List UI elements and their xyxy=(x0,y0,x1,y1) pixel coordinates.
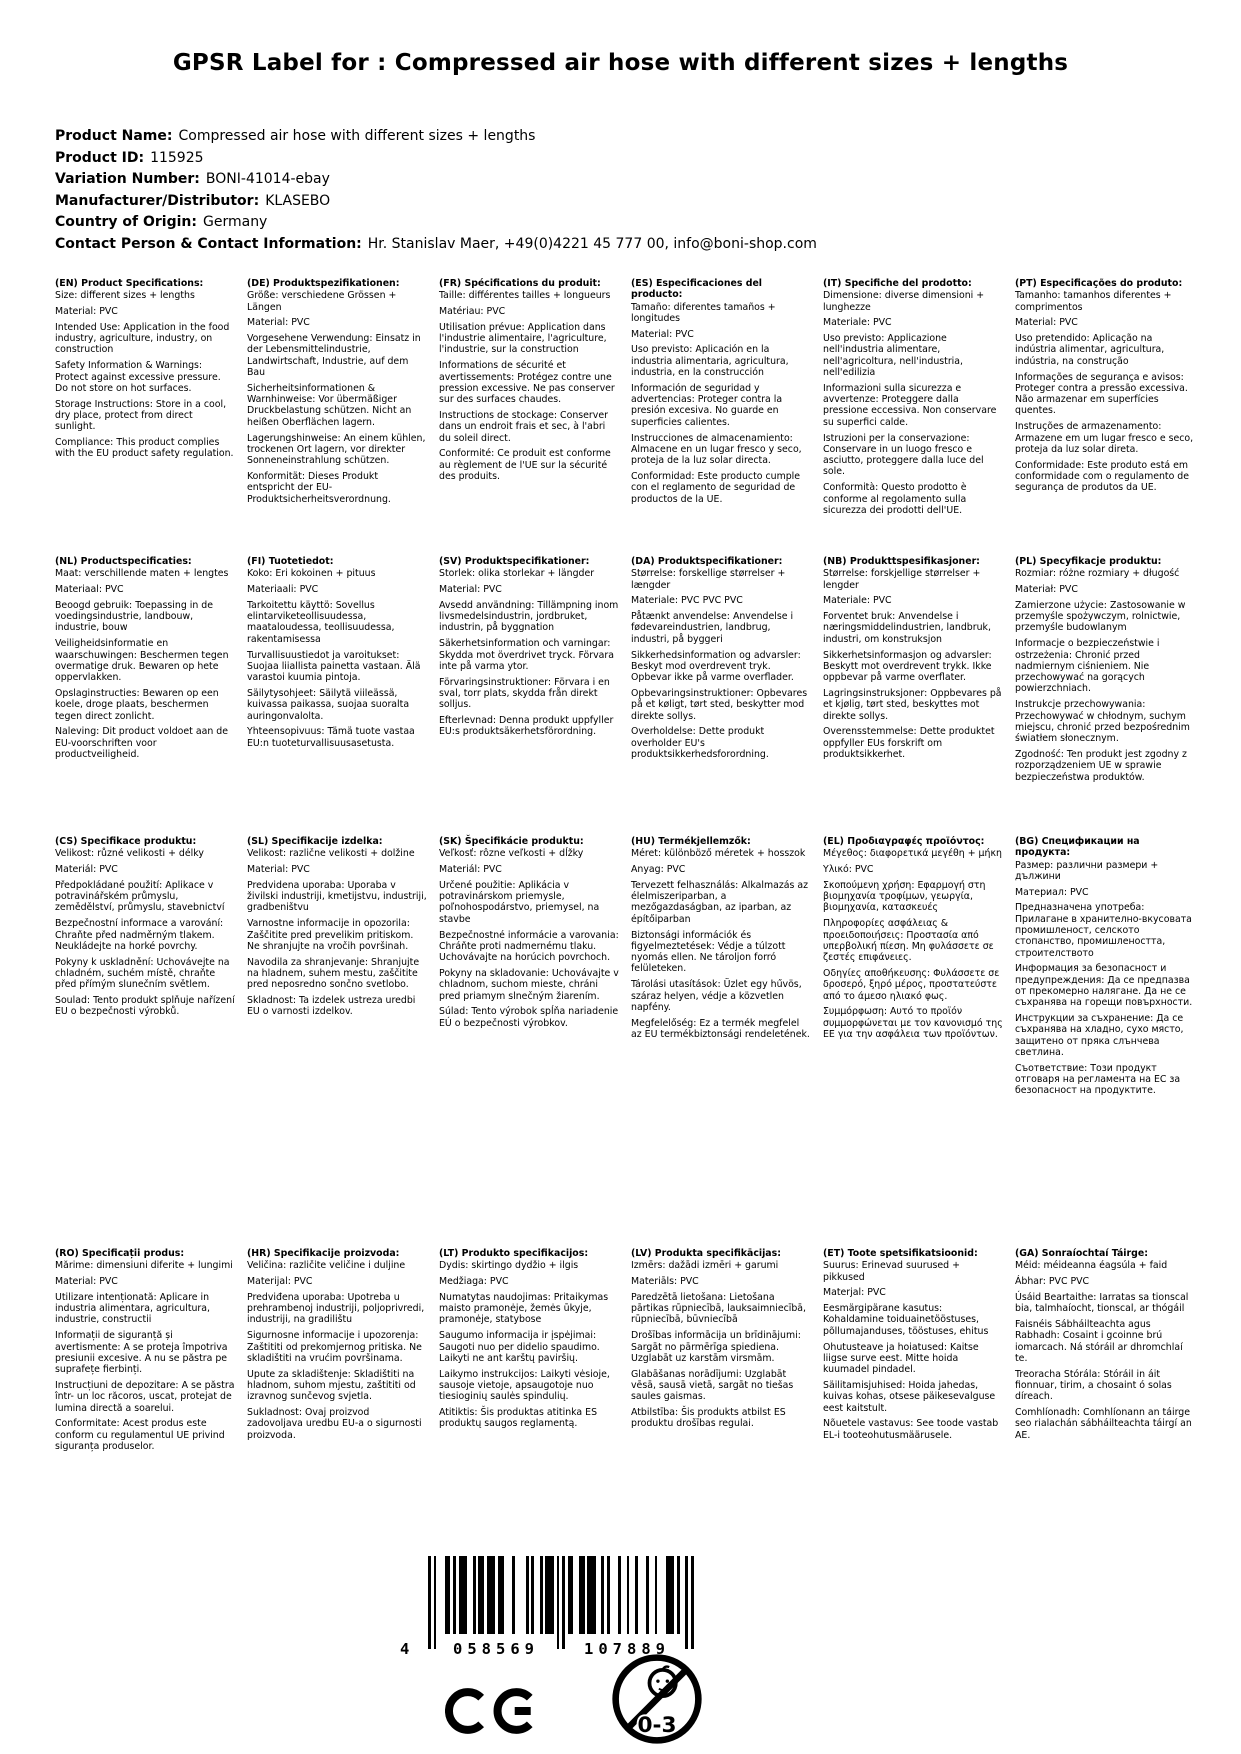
spec-block-title: (SL) Specifikacije izdelka: xyxy=(247,836,383,847)
barcode-bar xyxy=(562,1556,565,1649)
spec-paragraph: Matériau: PVC xyxy=(439,306,506,318)
barcode-bar xyxy=(655,1556,658,1634)
product-field-label: Variation Number: xyxy=(55,171,200,187)
barcode-bar xyxy=(540,1556,543,1634)
spec-paragraph: Treoracha Stórála: Stóráil in áit fionnuar, tirim, a chosaint ó solas díreach. xyxy=(1015,1368,1172,1403)
spec-paragraph: Förvaringsinstruktioner: Förvara i en sval, torr plats, skydda från direkt solljus. xyxy=(439,676,610,711)
spec-paragraph: Påtænkt anvendelse: Anvendelse i fødevareindustrien, landbrug, industri, på byggeri xyxy=(631,611,794,645)
spec-block-en xyxy=(55,278,235,464)
spec-paragraph: Συμμόρφωση: Αυτό το προϊόν συμμορφώνεται με τον κανονισμό της ΕΕ για την ασφάλεια των προϊόντων. xyxy=(823,1006,1003,1040)
spec-paragraph: Informații de siguranță și avertismente: A se proteja împotriva presiunii excesive. A nu se păstra pe suprafețe fierbinți. xyxy=(55,1330,228,1376)
spec-grid-row-4 xyxy=(55,1248,1195,1457)
barcode-bar xyxy=(498,1556,504,1634)
spec-paragraph: Lagerungshinweise: An einem kühlen, trockenen Ort lagern, vor direkter Sonneneinstrahlung schützen. xyxy=(247,432,426,467)
spec-block-title: (BG) Спецификации на продукта: xyxy=(1015,836,1140,859)
age-warning-0-3-icon xyxy=(610,1652,704,1746)
spec-paragraph: Tarkoitettu käyttö: Sovellus elintarviketeollisuudessa, maataloudessa, teollisuudessa, rakentamisessa xyxy=(247,599,395,645)
spec-paragraph: Forventet bruk: Anvendelse i næringsmiddelindustrien, landbruk, industri, om konstruksjon xyxy=(823,611,991,645)
spec-block-title: (LT) Produkto specifikacijos: xyxy=(439,1248,589,1259)
spec-paragraph: Paredzētā lietošana: Lietošana pārtikas rūpniecībā, lauksaimniecībā, rūpniecībā, būvniecībā xyxy=(631,1291,807,1326)
spec-paragraph: Størrelse: forskjellige størrelser + lengder xyxy=(823,568,981,591)
spec-block-hu xyxy=(631,836,811,1045)
spec-paragraph: Suurus: Erinevad suurused + pikkused xyxy=(823,1260,960,1283)
spec-paragraph: Sikkerhedsinformation og advarsler: Beskyt mod overdrevent tryk. Opbevar ikke på varme overflader. xyxy=(631,649,801,684)
spec-paragraph: Mărime: dimensiuni diferite + lungimi xyxy=(55,1260,233,1272)
spec-paragraph: Utilisation prévue: Application dans l'industrie alimentaire, l'agriculture, l'industrie, sur la construction xyxy=(439,321,607,356)
spec-paragraph: Material: PVC xyxy=(631,328,694,340)
barcode-bar xyxy=(545,1556,553,1634)
product-info-row xyxy=(55,169,1185,191)
barcode-space xyxy=(436,1556,444,1566)
barcode-bar xyxy=(459,1556,467,1634)
spec-paragraph: Materiál: PVC xyxy=(439,864,502,876)
spec-block-title: (EL) Προδιαγραφές προϊόντος: xyxy=(823,836,985,847)
spec-paragraph: Tamanho: tamanhos diferentes + comprimentos xyxy=(1015,290,1172,313)
spec-paragraph: Información de seguridad y advertencias: Proteger contra la presión excesiva. No guarde en superficies calientes. xyxy=(631,382,783,428)
spec-paragraph: Materijal: PVC xyxy=(247,1276,313,1288)
spec-paragraph: Yhteensopivuus: Tämä tuote vastaa EU:n tuoteturvallisuusasetusta. xyxy=(247,726,415,749)
spec-block-lt xyxy=(439,1248,619,1434)
spec-paragraph: Istruzioni per la conservazione: Conservare in un luogo fresco e asciutto, proteggere dalla luce del sole. xyxy=(823,432,984,478)
product-field-value: Hr. Stanislav Maer, +49(0)4221 45 777 00, info@boni-shop.com xyxy=(367,235,817,252)
spec-paragraph: Materiale: PVC PVC PVC xyxy=(631,595,743,607)
spec-paragraph: Storlek: olika storlekar + längder xyxy=(439,568,595,580)
spec-paragraph: Bezpečnostné informácie a varovania: Chráňte proti nadmernému tlaku. Uchovávajte na horúcich povrchoch. xyxy=(439,929,619,964)
spec-paragraph: Megfelelőség: Ez a termék megfelel az EU termékbiztonsági rendeletének. xyxy=(631,1017,810,1040)
spec-block-nl xyxy=(55,556,235,765)
spec-paragraph: Materiaal: PVC xyxy=(55,584,124,596)
spec-paragraph: Velikost: různé velikosti + délky xyxy=(55,848,204,860)
page-title: GPSR Label for : Compressed air hose with different sizes + lengths xyxy=(172,50,1069,76)
spec-paragraph: Informazioni sulla sicurezza e avvertenze: Proteggere dalla pressione eccessiva. Non conservare su superfici calde. xyxy=(823,382,997,428)
spec-paragraph: Zgodność: Ten produkt jest zgodny z rozporządzeniem UE w sprawie bezpieczeństwa produktów. xyxy=(1015,748,1187,783)
spec-paragraph: Bezpečnostní informace a varování: Chraňte před nadměrným tlakem. Neukládejte na horké povrchy. xyxy=(55,918,224,952)
spec-block-nb xyxy=(823,556,1003,765)
barcode-space xyxy=(657,1556,665,1566)
spec-paragraph: Skladnost: Ta izdelek ustreza uredbi EU o varnosti izdelkov. xyxy=(247,995,416,1018)
product-field-label: Product ID: xyxy=(55,149,145,166)
spec-block-title: (DA) Produktspecifikationer: xyxy=(631,556,783,567)
spec-block-title: (NB) Produkttspesifikasjoner: xyxy=(823,556,980,567)
spec-paragraph: Faisnéis Sábháilteachta agus Rabhadh: Cosaint i gcoinne brú iomarcach. Ná stóráil ar dhromchlaí te. xyxy=(1015,1318,1183,1364)
spec-paragraph: Materiale: PVC xyxy=(823,595,892,607)
spec-paragraph: Μέγεθος: διαφορετικά μεγέθη + μήκη xyxy=(823,848,1002,860)
spec-paragraph: Size: different sizes + lengths xyxy=(55,290,195,302)
barcode-bar xyxy=(635,1556,638,1634)
product-info-row xyxy=(55,126,1185,148)
spec-paragraph: Material: PVC xyxy=(55,306,118,318)
spec-paragraph: Uso previsto: Aplicación en la industria alimentaria, agricultura, industria, en la construcción xyxy=(631,344,789,379)
spec-block-title: (FI) Tuotetiedot: xyxy=(247,556,334,567)
spec-paragraph: Naleving: Dit product voldoet aan de EU-voorschriften voor productveiligheid. xyxy=(55,726,228,760)
spec-block-title: (FR) Spécifications du produit: xyxy=(439,278,601,289)
spec-paragraph: Medžiaga: PVC xyxy=(439,1276,509,1288)
spec-paragraph: Atbilstība: Šis produkts atbilst ES produktu drošības regulai. xyxy=(631,1407,786,1430)
spec-block-bg xyxy=(1015,836,1195,1101)
barcode-bar xyxy=(666,1556,674,1634)
spec-paragraph: Sicherheitsinformationen & Warnhinweise: Vor übermäßiger Druckbelastung schützen. Nicht an heißen Oberflächen lagern. xyxy=(247,382,412,428)
spec-paragraph: Laikymo instrukcijos: Laikyti vėsioje, sausoje vietoje, apsaugotoje nuo tiesioginių saulės spindulių. xyxy=(439,1368,610,1403)
product-info-row xyxy=(55,191,1185,213)
spec-paragraph: Atitiktis: Šis produktas atitinka ES produktų saugos reglamentą. xyxy=(439,1407,598,1430)
spec-block-title: (CS) Specifikace produktu: xyxy=(55,836,197,847)
spec-paragraph: Comhlíonadh: Comhlíonann an táirge seo rialachán sábháilteachta táirgí an AE. xyxy=(1015,1407,1192,1441)
spec-block-es xyxy=(631,278,811,509)
barcode-bar xyxy=(526,1556,529,1634)
spec-paragraph: Veiligheidsinformatie en waarschuwingen: Beschermen tegen overmatige druk. Bewaren op hete oppervlakken. xyxy=(55,638,229,684)
product-field-value: Compressed air hose with different sizes + lengths xyxy=(178,128,536,144)
spec-paragraph: Conformitate: Acest produs este conform cu regulamentul UE privind siguranța produselor. xyxy=(55,1418,225,1452)
spec-paragraph: Pokyny k uskladnění: Uchovávejte na chladném, suchém místě, chraňte před přímým slunečním světlem. xyxy=(55,956,230,991)
spec-paragraph: Material: PVC xyxy=(247,864,310,876)
spec-paragraph: Uso pretendido: Aplicação na indústria alimentar, agricultura, indústria, na construção xyxy=(1015,333,1165,367)
barcode-space xyxy=(504,1556,512,1566)
spec-paragraph: Velikost: različne velikosti + dolžine xyxy=(247,848,415,860)
spec-paragraph: Veľkosť: rôzne veľkosti + dĺžky xyxy=(439,848,584,860)
barcode-bar xyxy=(677,1556,680,1634)
spec-block-ga xyxy=(1015,1248,1195,1445)
spec-paragraph: Izmērs: dažādi izmēri + garumi xyxy=(631,1260,779,1272)
spec-paragraph: Tervezett felhasználás: Alkalmazás az élelmiszeriparban, a mezőgazdaságban, az iparban, az építőiparban xyxy=(631,879,809,925)
spec-paragraph: Úsáid Beartaithe: Iarratas sa tionscal bia, talmhaíocht, tionscal, ar thógáil xyxy=(1015,1291,1189,1315)
spec-paragraph: Οδηγίες αποθήκευσης: Φυλάσσετε σε δροσερό, ξηρό μέρος, προστατεύστε από το άμεσο ηλιακό φως. xyxy=(823,967,1000,1002)
spec-paragraph: Instructions de stockage: Conserver dans un endroit frais et sec, à l'abri du soleil direct. xyxy=(439,409,608,444)
ce-mark-icon xyxy=(445,1680,545,1742)
product-field-value: KLASEBO xyxy=(265,192,331,209)
spec-paragraph: Overholdelse: Dette produkt overholder EU's produktsikkerhedsforordning. xyxy=(631,726,769,760)
spec-block-pt xyxy=(1015,278,1195,498)
spec-paragraph: Predvidena uporaba: Uporaba v živilski industriji, kmetijstvu, industriji, gradbeništvu xyxy=(247,879,427,914)
spec-paragraph: Инструкции за съхранение: Да се съхранява на хладно, сухо място, защитено от пряка слънчева светлина. xyxy=(1015,1013,1184,1059)
product-field-label: Product Name: xyxy=(55,128,173,144)
age-warning-label: 0-3 xyxy=(637,1712,677,1738)
product-info xyxy=(55,126,1185,255)
spec-paragraph: Upute za skladištenje: Skladištiti na hladnom, suhom mjestu, zaštititi od izravnog sunčevog svjetla. xyxy=(247,1368,416,1403)
spec-block-title: (SK) Špecifikácie produktu: xyxy=(439,836,584,847)
spec-paragraph: Размер: различни размери + дължини xyxy=(1015,859,1159,882)
spec-paragraph: Uso previsto: Applicazione nell'industria alimentare, nell'agricoltura, nell'industria, nell'edilizia xyxy=(823,333,964,379)
spec-paragraph: Съответствие: Този продукт отговаря на регламента на ЕС за безопасност на продуктите. xyxy=(1015,1062,1181,1097)
spec-paragraph: Zamierzone użycie: Zastosowanie w przemyśle spożywczym, rolnictwie, przemyśle budowlanym xyxy=(1015,599,1186,634)
spec-block-title: (SV) Produktspecifikationer: xyxy=(439,556,590,567)
product-info-row xyxy=(55,148,1185,170)
spec-paragraph: Υλικό: PVC xyxy=(823,864,874,876)
spec-paragraph: Varnostne informacije in opozorila: Zaščitite pred prevelikim pritiskom. Ne shranjujte na vročih površinah. xyxy=(247,918,414,952)
barcode-bar xyxy=(618,1556,621,1634)
spec-paragraph: Soulad: Tento produkt splňuje nařízení EU o bezpečnosti výrobků. xyxy=(55,995,235,1018)
spec-paragraph: Sikkerhetsinformasjon og advarsler: Beskytt mot overdrevent trykk. Ikke oppbevar på varme overflater. xyxy=(823,649,992,684)
spec-block-et xyxy=(823,1248,1003,1445)
spec-paragraph: Turvallisuustiedot ja varoitukset: Suojaa liiallista painetta vastaan. Älä varastoi kuumia pintoja. xyxy=(247,649,421,684)
barcode-bar xyxy=(627,1556,630,1634)
barcode-space xyxy=(515,1556,526,1566)
spec-block-title: (NL) Productspecificaties: xyxy=(55,556,192,567)
spec-paragraph: Pokyny na skladovanie: Uchovávajte v chladnom, suchom mieste, chráni pred priamym slnečným žiarením. xyxy=(439,967,619,1002)
spec-paragraph: Utilizare intenționată: Aplicare in industria alimentara, agricultura, industrie, constructii xyxy=(55,1291,211,1326)
spec-block-title: (IT) Specifiche del prodotto: xyxy=(823,278,972,289)
spec-block-fi xyxy=(247,556,427,753)
spec-paragraph: Materjal: PVC xyxy=(823,1287,886,1299)
spec-paragraph: Conformité: Ce produit est conforme au règlement de l'UE sur la sécurité des produits. xyxy=(439,448,611,482)
spec-paragraph: Instrucțiuni de depozitare: A se păstra într- un loc răcoros, uscat, protejat de lumina directă a soarelui. xyxy=(55,1379,235,1414)
spec-paragraph: Informations de sécurité et avertissements: Protégez contre une pression excessive. Ne pas conserver sur des surfaces chaudes. xyxy=(439,360,615,406)
barcode-bar xyxy=(512,1556,515,1634)
spec-paragraph: Safety Information & Warnings: Protect against excessive pressure. Do not store on hot surfaces. xyxy=(55,360,221,394)
spec-paragraph: Ábhar: PVC PVC xyxy=(1015,1276,1090,1288)
spec-block-title: (PT) Especificações do produto: xyxy=(1015,278,1183,289)
spec-paragraph: Overensstemmelse: Dette produktet oppfyller EUs forskrift om produktsikkerhet. xyxy=(823,726,995,760)
spec-paragraph: Material: PVC xyxy=(439,584,502,596)
spec-block-de xyxy=(247,278,427,509)
barcode-left-group: 058569 xyxy=(453,1640,539,1658)
barcode-space xyxy=(638,1556,646,1566)
spec-paragraph: Материал: PVC xyxy=(1015,886,1089,898)
spec-paragraph: Maat: verschillende maten + lengtes xyxy=(55,568,229,580)
spec-paragraph: Rozmiar: różne rozmiary + długość xyxy=(1015,568,1180,580)
barcode-right-group: 107889 xyxy=(584,1640,670,1658)
spec-paragraph: Biztonsági információk és figyelmeztetések: Védje a túlzott nyomás ellen. Ne tároljon forró felületeken. xyxy=(631,929,786,975)
spec-paragraph: Storage Instructions: Store in a cool, dry place, protect from direct sunlight. xyxy=(55,398,227,433)
spec-block-title: (LV) Produkta specifikācijas: xyxy=(631,1248,781,1259)
spec-paragraph: Koko: Eri kokoinen + pituus xyxy=(247,568,376,580)
spec-paragraph: Conformità: Questo prodotto è conforme al regolamento sulla sicurezza dei prodotti dell'UE. xyxy=(823,482,967,516)
spec-paragraph: Größe: verschiedene Grössen + Längen xyxy=(247,290,397,313)
spec-paragraph: Compliance: This product complies with the EU product safety regulation. xyxy=(55,437,234,460)
spec-paragraph: Предназначена употреба: Прилагане в хранително-вкусовата промишленост, селското стопанство, промишлеността, строителството xyxy=(1015,902,1192,959)
product-info-row xyxy=(55,212,1185,234)
spec-block-title: (ES) Especificaciones del producto: xyxy=(631,278,763,301)
spec-block-fr xyxy=(439,278,619,487)
spec-paragraph: Säilitamisjuhised: Hoida jahedas, kuivas kohas, otsese päikesevalguse eest kaitstult. xyxy=(823,1379,996,1414)
spec-paragraph: Informações de segurança e avisos: Proteger contra a pressão excessiva. Não armazenar em superfícies quentes. xyxy=(1015,371,1188,417)
spec-paragraph: Conformidade: Este produto está em conformidade com o regulamento de segurança de produtos da UE. xyxy=(1015,459,1190,494)
spec-paragraph: Dydis: skirtingo dydžio + ilgis xyxy=(439,1260,579,1272)
spec-paragraph: Méid: méideanna éagsúla + faid xyxy=(1015,1260,1168,1272)
spec-paragraph: Eesmärgipärane kasutus: Kohaldamine toiduainetööstuses, põllumajanduses, tööstuses, ehitus xyxy=(823,1303,989,1337)
spec-paragraph: Materiāls: PVC xyxy=(631,1276,699,1288)
spec-paragraph: Vorgesehene Verwendung: Einsatz in der Lebensmittelindustrie, Landwirtschaft, Industrie, auf dem Bau xyxy=(247,333,421,379)
spec-paragraph: Opslaginstructies: Bewaren op een koele, droge plaats, beschermen tegen direct zonlicht. xyxy=(55,687,219,722)
spec-paragraph: Säkerhetsinformation och varningar: Skydda mot överdrivet tryck. Förvara inte på varma ytor. xyxy=(439,638,615,672)
spec-block-hr xyxy=(247,1248,427,1445)
barcode-bar xyxy=(445,1556,451,1634)
spec-paragraph: Πληροφορίες ασφάλειας & προειδοποιήσεις: Προστασία από υπερβολική πίεση. Μη φυλάσσετε σε ζεστές επιφάνειες. xyxy=(823,918,994,964)
spec-paragraph: Materiale: PVC xyxy=(823,317,892,329)
barcode-first-digit: 4 xyxy=(400,1640,410,1658)
spec-paragraph: Instrukcje przechowywania: Przechowywać w chłodnym, suchym miejscu, chronić przed bezpośrednim światłem słonecznym. xyxy=(1015,699,1190,745)
spec-paragraph: Materiaali: PVC xyxy=(247,584,319,596)
barcode-bar xyxy=(568,1556,574,1634)
barcode-bar xyxy=(685,1556,688,1649)
barcode-bar xyxy=(434,1556,437,1649)
barcode-bar xyxy=(487,1556,495,1634)
spec-paragraph: Instrucciones de almacenamiento: Almacene en un lugar fresco y seco, proteja de la luz solar directa. xyxy=(631,432,802,467)
product-field-value: BONI-41014-ebay xyxy=(205,171,330,187)
spec-paragraph: Conformidad: Este producto cumple con el reglamento de seguridad de productos de la UE. xyxy=(631,470,801,505)
spec-paragraph: Súlad: Tento výrobok spĺňa nariadenie EÚ o bezpečnosti výrobkov. xyxy=(439,1006,619,1029)
spec-block-title: (PL) Specyfikacje produktu: xyxy=(1015,556,1162,567)
spec-paragraph: Dimensione: diverse dimensioni + lunghezze xyxy=(823,290,985,313)
spec-paragraph: Beoogd gebruik: Toepassing in de voedingsindustrie, landbouw, industrie, bouw xyxy=(55,599,214,634)
spec-paragraph: Opbevaringsinstruktioner: Opbevares på et køligt, tørt sted, beskytter mod direkte sollys. xyxy=(631,687,808,722)
spec-paragraph: Numatytas naudojimas: Pritaikymas maisto pramonėje, žemės ūkyje, pramonėje, statybose xyxy=(439,1291,609,1326)
spec-block-lv xyxy=(631,1248,811,1434)
spec-paragraph: Tamaño: diferentes tamaños + longitudes xyxy=(631,301,776,324)
spec-paragraph: Sukladnost: Ovaj proizvod zadovoljava uredbu EU-a o sigurnosti proizvoda. xyxy=(247,1407,422,1441)
spec-paragraph: Materiál: PVC xyxy=(55,864,118,876)
spec-paragraph: Materiał: PVC xyxy=(1015,584,1078,596)
spec-block-title: (DE) Produktspezifikationen: xyxy=(247,278,400,289)
spec-block-pl xyxy=(1015,556,1195,787)
spec-block-title: (HR) Specifikacije proizvoda: xyxy=(247,1248,400,1259)
product-field-label: Contact Person & Contact Information: xyxy=(55,235,362,252)
spec-block-title: (RO) Specificații produs: xyxy=(55,1248,185,1259)
product-field-label: Country of Origin: xyxy=(55,214,197,230)
spec-paragraph: Material: PVC xyxy=(1015,317,1078,329)
spec-paragraph: Avsedd användning: Tillämpning inom livsmedelsindustrin, jordbruket, industrin, på byggnation xyxy=(439,599,619,634)
spec-paragraph: Určené použitie: Aplikácia v potravinárskom priemysle, poľnohospodárstvo, priemysel, na stavbe xyxy=(439,879,600,925)
product-field-value: 115925 xyxy=(150,149,204,166)
barcode-bar xyxy=(691,1556,694,1649)
spec-paragraph: Sigurnosne informacije i upozorenja: Zaštititi od prekomjernog pritiska. Ne skladištiti na vrućim površinama. xyxy=(247,1330,422,1364)
spec-block-title: (ET) Toote spetsifikatsioonid: xyxy=(823,1248,978,1259)
spec-block-title: (HU) Termékjellemzők: xyxy=(631,836,751,847)
ean13-barcode xyxy=(428,1556,694,1651)
spec-block-it xyxy=(823,278,1003,521)
spec-block-cs xyxy=(55,836,235,1022)
spec-paragraph: Material: PVC xyxy=(247,317,310,329)
barcode-bar xyxy=(607,1556,610,1634)
spec-block-title: (EN) Product Specifications: xyxy=(55,278,204,289)
barcode-bar xyxy=(531,1556,534,1634)
barcode-bar xyxy=(557,1556,560,1649)
barcode-bar xyxy=(579,1556,585,1634)
spec-paragraph: Nõuetele vastavus: See toode vastab EL-i tooteohutusmäärusele. xyxy=(823,1418,999,1441)
spec-paragraph: Ohutusteave ja hoiatused: Kaitse liigse surve eest. Mitte hoida kuumadel pindadel. xyxy=(823,1341,979,1376)
spec-paragraph: Anyag: PVC xyxy=(631,864,686,876)
spec-grid-row-3 xyxy=(55,836,1195,1101)
spec-paragraph: Информация за безопасност и предупреждения: Да се предпазва от прекомерно налягане. Да не се съхранява на горещи повърхности. xyxy=(1015,963,1193,1009)
product-field-value: Germany xyxy=(203,214,268,230)
product-field-label: Manufacturer/Distributor: xyxy=(55,192,260,209)
spec-paragraph: Předpokládané použití: Aplikace v potravinářském průmyslu, zemědělství, průmyslu, stavebnictví xyxy=(55,879,225,914)
spec-paragraph: Σκοπούμενη χρήση: Εφαρμογή στη βιομηχανία τροφίμων, γεωργία, βιομηχανία, κατασκευές xyxy=(823,879,986,914)
spec-paragraph: Lagringsinstruksjoner: Oppbevares på et kjølig, tørt sted, beskyttes mot direkte sollys. xyxy=(823,687,1002,722)
product-info-row xyxy=(55,234,1185,256)
spec-block-da xyxy=(631,556,811,765)
spec-paragraph: Efterlevnad: Denna produkt uppfyller EU:s produktsäkerhetsförordning. xyxy=(439,715,614,738)
spec-paragraph: Navodila za shranjevanje: Shranjujte na hladnem, suhem mestu, zaščitite pred neposredno sončno svetlobo. xyxy=(247,956,420,991)
spec-block-sk xyxy=(439,836,619,1033)
spec-block-ro xyxy=(55,1248,235,1457)
spec-paragraph: Intended Use: Application in the food industry, agriculture, industry, on construction xyxy=(55,321,230,356)
barcode-bar xyxy=(601,1556,604,1634)
spec-paragraph: Material: PVC xyxy=(55,1276,118,1288)
spec-paragraph: Drošības informācija un brīdinājumi: Sargāt no pārmērīga spiediena. Uzglabāt uz karstām virsmām. xyxy=(631,1330,801,1364)
spec-paragraph: Størrelse: forskellige størrelser + længder xyxy=(631,568,786,591)
barcode-bar xyxy=(478,1556,484,1634)
spec-block-el xyxy=(823,836,1003,1045)
spec-paragraph: Instruções de armazenamento: Armazene em um lugar fresco e seco, proteja da luz solar direta. xyxy=(1015,421,1194,455)
barcode-space xyxy=(610,1556,618,1566)
barcode-bar xyxy=(587,1556,595,1634)
spec-paragraph: Glabāšanas norādījumi: Uzglabāt vēsā, sausā vietā, sargāt no tiešas saules gaismas. xyxy=(631,1368,794,1403)
spec-grid-row-1 xyxy=(55,278,1195,521)
spec-paragraph: Predviđena uporaba: Upotreba u prehrambenoj industriji, poljoprivredi, industriji, na gradilištu xyxy=(247,1291,425,1326)
barcode-bar xyxy=(428,1556,431,1649)
barcode-bar xyxy=(453,1556,456,1634)
spec-paragraph: Säilytysohjeet: Säilytä viileässä, kuivassa paikassa, suojaa suoralta auringonvalolta. xyxy=(247,687,410,722)
spec-paragraph: Taille: différentes tailles + longueurs xyxy=(439,290,611,302)
spec-paragraph: Saugumo informacija ir įspėjimai: Saugoti nuo per didelio spaudimo. Laikyti ne ant karštų paviršių. xyxy=(439,1330,600,1364)
spec-grid-row-2 xyxy=(55,556,1195,787)
spec-paragraph: Informacje o bezpieczeństwie i ostrzeżenia: Chronić przed nadmiernym ciśnieniem. Nie przechowywać na gorących powierzchniach. xyxy=(1015,638,1160,695)
spec-paragraph: Veličina: različite veličine i duljine xyxy=(247,1260,406,1272)
spec-block-sv xyxy=(439,556,619,742)
spec-block-sl xyxy=(247,836,427,1022)
spec-paragraph: Tárolási utasítások: Üzlet egy hűvös, száraz helyen, védje a közvetlen napfény. xyxy=(631,979,802,1013)
barcode-bar xyxy=(646,1556,649,1634)
spec-paragraph: Méret: különböző méretek + hosszok xyxy=(631,848,806,860)
barcode-bar xyxy=(473,1556,476,1634)
spec-paragraph: Konformität: Dieses Produkt entspricht der EU-Produktsicherheitsverordnung. xyxy=(247,470,391,505)
spec-block-title: (GA) Sonraíochtaí Táirge: xyxy=(1015,1248,1148,1259)
